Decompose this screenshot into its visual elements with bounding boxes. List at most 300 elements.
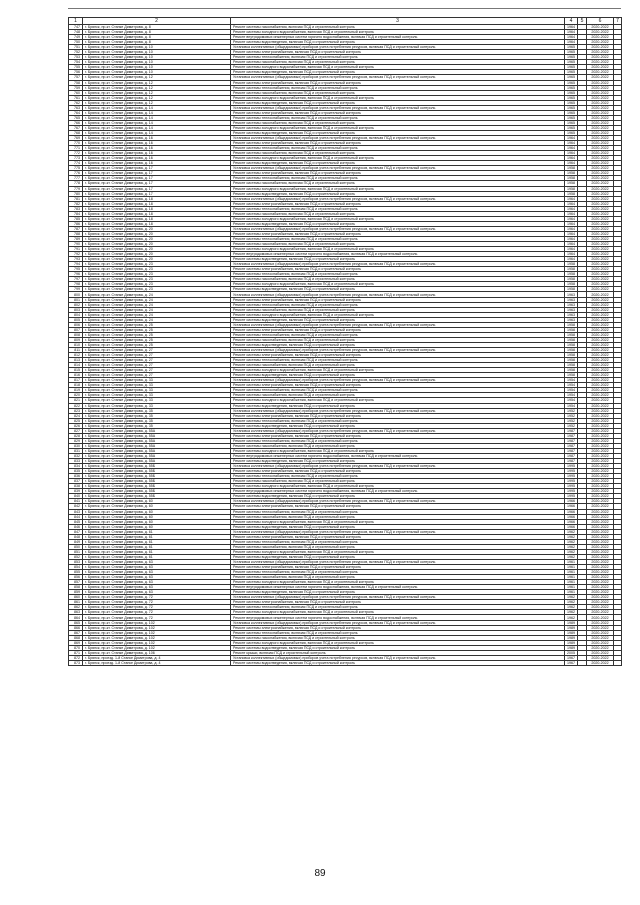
row-number: 783 (69, 206, 83, 211)
row-period: 2020-2022 (587, 171, 614, 176)
row-number: 773 (69, 156, 83, 161)
row-address: г. Брянск, пр-кт. Станке Димитрова, д. 14 (83, 120, 231, 125)
row-year: 1962 (565, 544, 578, 549)
row-period: 2020-2022 (587, 332, 614, 337)
row-year: 1958 (565, 267, 578, 272)
row-year: 1958 (565, 342, 578, 347)
row-number: 799 (69, 287, 83, 292)
row-address: г. Брянск, пр-кт. Станке Димитрова, д. 16 (83, 156, 231, 161)
row-number: 814 (69, 363, 83, 368)
row-period: 2020-2022 (587, 645, 614, 650)
row-year: 1989 (565, 625, 578, 630)
row-address: г. Брянск, пр-кт. Станке Димитрова, д. 60 (83, 524, 231, 529)
row-number: 841 (69, 499, 83, 504)
row-work-type: Ремонт системы теплоснабжения, включая ПСД и строительный контроль (231, 236, 565, 241)
row-year: 1962 (565, 595, 578, 600)
row-year: 1966 (565, 509, 578, 514)
row-address: г. Брянск, пр-кт. Станке Димитрова, д. 8 (83, 40, 231, 45)
row-year: 1958 (565, 327, 578, 332)
row-address: г. Брянск, пр-кт. Станке Димитрова, д. 18 (83, 196, 231, 201)
row-work-type: Ремонт системы электроснабжения, включая ПСД и строительный контроль (231, 80, 565, 85)
row-year: 1989 (565, 630, 578, 635)
row-col-5 (578, 660, 587, 665)
row-address: г. Брянск, пр-кт. Станке Димитрова, д. 20 (83, 231, 231, 236)
row-number: 804 (69, 312, 83, 317)
row-period: 2020-2022 (587, 640, 614, 645)
row-address: г. Брянск, пр-кт. Станке Димитрова, д. 8 (83, 25, 231, 30)
row-number: 769 (69, 136, 83, 141)
row-period: 2020-2022 (587, 595, 614, 600)
row-address: г. Брянск, пр-кт. Станке Димитрова, д. 35 (83, 418, 231, 423)
row-period: 2020-2022 (587, 282, 614, 287)
row-year: 1954 (565, 403, 578, 408)
row-year: 1964 (565, 136, 578, 141)
row-work-type: Ремонт системы газоснабжения, включая ПСД и строительный контроль (231, 635, 565, 640)
row-period: 2020-2022 (587, 221, 614, 226)
row-address: г. Брянск, пр-кт. Станке Димитрова, д. 63 (83, 590, 231, 595)
row-period: 2020-2022 (587, 166, 614, 171)
row-work-type: Установка коллективных (общедомовых) приборов учета потребления ресурсов, включая ПСД и строительный контроль (231, 620, 565, 625)
row-year: 1965 (565, 70, 578, 75)
row-number: 815 (69, 368, 83, 373)
row-number: 771 (69, 146, 83, 151)
row-period: 2020-2022 (587, 650, 614, 655)
row-number: 790 (69, 242, 83, 247)
row-number: 812 (69, 353, 83, 358)
row-address: г. Брянск, пр-кт. Станке Димитрова, д. 24 (83, 302, 231, 307)
row-period: 2020-2022 (587, 504, 614, 509)
row-period: 2020-2022 (587, 423, 614, 428)
row-work-type: Ремонт системы газоснабжения, включая ПСД и строительный контроль (231, 337, 565, 342)
row-address: г. Брянск, пр-кт. Станке Димитрова, д. 18 (83, 221, 231, 226)
row-address: г. Брянск, пр-кт. Станке Димитрова, д. 20 (83, 247, 231, 252)
row-address: г. Брянск, пр-кт. Станке Димитрова, д. 27 (83, 368, 231, 373)
row-number: 860 (69, 595, 83, 600)
row-number: 772 (69, 151, 83, 156)
row-address: г. Брянск, пр-кт. Станке Димитрова, д. 61 (83, 554, 231, 559)
row-work-type: Ремонт системы электроснабжения, включая ПСД и строительный контроль (231, 50, 565, 55)
column-header-5: 5 (578, 18, 587, 25)
row-year: 1965 (565, 55, 578, 60)
row-year: 1958 (565, 353, 578, 358)
row-address: г. Брянск, пр-кт. Станке Димитрова, д. 55А (83, 459, 231, 464)
row-period: 2020-2022 (587, 585, 614, 590)
row-period: 2020-2022 (587, 443, 614, 448)
row-year: 1963 (565, 302, 578, 307)
row-work-type: Установка коллективных (общедомовых) приборов учета потребления ресурсов, включая ПСД и строительный контроль (231, 262, 565, 267)
row-number: 780 (69, 191, 83, 196)
row-period: 2020-2022 (587, 191, 614, 196)
row-number: 753 (69, 55, 83, 60)
row-address: г. Брянск, пр-кт. Станке Димитрова, д. 20 (83, 226, 231, 231)
row-period: 2020-2022 (587, 433, 614, 438)
row-period: 2020-2022 (587, 277, 614, 282)
row-work-type: Ремонт системы водоотведения, включая ПСД и строительный контроль (231, 287, 565, 292)
row-number: 818 (69, 383, 83, 388)
row-address: г. Брянск, пр-кт. Станке Димитрова, д. 25 (83, 327, 231, 332)
row-address: г. Брянск, пр-кт. Станке Димитрова, д. 63 (83, 559, 231, 564)
row-year: 1963 (565, 317, 578, 322)
row-period: 2020-2022 (587, 327, 614, 332)
row-work-type: Ремонт системы газоснабжения, включая ПСД и строительный контроль (231, 242, 565, 247)
row-address: г. Брянск, пр-кт. Станке Димитрова, д. 8 (83, 30, 231, 35)
row-number: 779 (69, 186, 83, 191)
row-year: 1995 (565, 479, 578, 484)
row-year: 1958 (565, 287, 578, 292)
row-number: 822 (69, 403, 83, 408)
row-work-type: Ремонт системы холодного водоснабжения, включая ПСД и строительный контроль (231, 368, 565, 373)
row-period: 2020-2022 (587, 302, 614, 307)
row-year: 1965 (565, 100, 578, 105)
row-period: 2020-2022 (587, 353, 614, 358)
row-work-type: Ремонт системы водоотведения, включая ПСД и строительный контроль (231, 524, 565, 529)
row-period: 2020-2022 (587, 156, 614, 161)
row-work-type: Ремонт системы холодного водоснабжения, включая ПСД и строительный контроль (231, 549, 565, 554)
row-number: 816 (69, 373, 83, 378)
row-address: г. Брянск, пр-кт. Станке Димитрова, д. 16 (83, 151, 231, 156)
row-number: 829 (69, 438, 83, 443)
row-period: 2020-2022 (587, 211, 614, 216)
row-address: г. Брянск, пр-кт. Станке Димитрова, д. 20 (83, 257, 231, 262)
row-period: 2020-2022 (587, 95, 614, 100)
row-number: 764 (69, 110, 83, 115)
row-period: 2020-2022 (587, 115, 614, 120)
row-work-type: Установка коллективных (общедомовых) приборов учета потребления ресурсов, включая ПСД и строительный контроль (231, 348, 565, 353)
row-address: г. Брянск, пр-кт. Станке Димитрова, д. 16 (83, 146, 231, 151)
row-period: 2020-2022 (587, 413, 614, 418)
row-number: 806 (69, 322, 83, 327)
row-period: 2020-2022 (587, 90, 614, 95)
row-period: 2020-2022 (587, 529, 614, 534)
row-work-type: Ремонт системы газоснабжения, включая ПСД и строительный контроль (231, 277, 565, 282)
row-work-type: Установка коллективных (общедомовых) приборов учета потребления ресурсов, включая ПСД и строительный контроль (231, 464, 565, 469)
row-work-type: Ремонт системы электроснабжения, включая ПСД и строительный контроль (231, 171, 565, 176)
row-work-type: Установка коллективных (общедомовых) приборов учета потребления ресурсов, включая ПСД и строительный контроль (231, 595, 565, 600)
row-address: г. Брянск, пр-кт. Станке Димитрова, д. 23 (83, 287, 231, 292)
row-work-type: Ремонт системы водоотведения, включая ПСД и строительный контроль (231, 373, 565, 378)
row-work-type: Ремонт системы электроснабжения, включая ПСД и строительный контроль (231, 413, 565, 418)
row-period: 2020-2022 (587, 226, 614, 231)
row-work-type: Ремонт системы теплоснабжения, включая ПСД и строительный контроль (231, 605, 565, 610)
row-work-type: Ремонт системы холодного водоснабжения, включая ПСД и строительный контроль (231, 484, 565, 489)
row-number: 787 (69, 226, 83, 231)
row-number: 853 (69, 559, 83, 564)
row-year: 1952 (565, 423, 578, 428)
row-year: 1965 (565, 95, 578, 100)
row-year: 1958 (565, 322, 578, 327)
row-number: 809 (69, 337, 83, 342)
row-number: 758 (69, 80, 83, 85)
row-year: 1995 (565, 469, 578, 474)
top-rule (68, 8, 621, 9)
row-period: 2020-2022 (587, 393, 614, 398)
row-address: г. Брянск, пр-кт. Станке Димитрова, д. 61 (83, 549, 231, 554)
row-number: 767 (69, 125, 83, 130)
row-work-type: Ремонт системы теплоснабжения, включая ПСД и строительный контроль (231, 176, 565, 181)
row-number: 786 (69, 221, 83, 226)
row-period: 2020-2022 (587, 146, 614, 151)
row-year: 1967 (565, 660, 578, 665)
row-address: г. Брянск, пр-кт. Станке Димитрова, д. 12 (83, 90, 231, 95)
row-period: 2020-2022 (587, 297, 614, 302)
row-work-type: Ремонт системы водоотведения, включая ПСД и строительный контроль (231, 342, 565, 347)
row-work-type: Ремонт системы теплоснабжения, включая ПСД и строительный контроль (231, 55, 565, 60)
row-year: 1961 (565, 565, 578, 570)
row-address: г. Брянск, пр-кт. Станке Димитрова, д. 33 (83, 403, 231, 408)
row-address: г. Брянск, пр-кт. Станке Димитрова, д. 12 (83, 80, 231, 85)
row-number: 798 (69, 282, 83, 287)
row-work-type: Ремонт системы водоотведения, включая ПСД и строительный контроль (231, 494, 565, 499)
row-number: 846 (69, 524, 83, 529)
row-period: 2020-2022 (587, 655, 614, 660)
row-work-type: Ремонт системы газоснабжения, включая ПСД и строительный контроль (231, 181, 565, 186)
row-period: 2020-2022 (587, 100, 614, 105)
row-year: 1966 (565, 514, 578, 519)
row-work-type: Ремонт системы водоотведения, включая ПСД и строительный контроль (231, 100, 565, 105)
row-address: г. Брянск, пр-кт. Станке Димитрова, д. 33 (83, 398, 231, 403)
row-year: 1964 (565, 30, 578, 35)
row-year: 1958 (565, 282, 578, 287)
row-year: 1964 (565, 40, 578, 45)
row-year: 1965 (565, 90, 578, 95)
row-period: 2020-2022 (587, 257, 614, 262)
row-number: 855 (69, 570, 83, 575)
row-address: г. Брянск, пр-кт. Станке Димитрова, д. 102 (83, 620, 231, 625)
table-body (69, 25, 622, 666)
row-year: 1958 (565, 373, 578, 378)
row-number: 777 (69, 176, 83, 181)
row-year: 1964 (565, 146, 578, 151)
row-work-type: Ремонт системы теплоснабжения, включая ПСД и строительный контроль (231, 438, 565, 443)
row-work-type: Установка коллективных (общедомовых) приборов учета потребления ресурсов, включая ПСД и строительный контроль (231, 378, 565, 383)
row-period: 2020-2022 (587, 474, 614, 479)
row-work-type: Ремонт системы холодного водоснабжения, включая ПСД и строительный контроль (231, 125, 565, 130)
row-work-type: Ремонт системы газоснабжения, включая ПСД и строительный контроль (231, 443, 565, 448)
row-year: 1995 (565, 464, 578, 469)
column-header-6: 6 (587, 18, 614, 25)
row-address: г. Брянск, пр-кт. Станке Димитрова, д. 35 (83, 408, 231, 413)
row-number: 852 (69, 554, 83, 559)
row-year: 1967 (565, 655, 578, 660)
row-year: 1961 (565, 575, 578, 580)
row-number: 803 (69, 307, 83, 312)
row-address: г. Брянск, пр-кт. Станке Димитрова, д. 55А (83, 438, 231, 443)
row-number: 781 (69, 196, 83, 201)
row-year: 2005 (565, 650, 578, 655)
row-year: 1958 (565, 358, 578, 363)
row-address: г. Брянск, пр-кт. Станке Димитрова, д. 63 (83, 570, 231, 575)
row-year: 1965 (565, 50, 578, 55)
row-address: г. Брянск, пр-кт. Станке Димитрова, д. 33 (83, 378, 231, 383)
row-work-type: Ремонт системы холодного водоснабжения, включая ПСД и строительный контроль (231, 312, 565, 317)
row-number: 851 (69, 549, 83, 554)
row-number: 795 (69, 267, 83, 272)
row-year: 1964 (565, 226, 578, 231)
row-number: 838 (69, 484, 83, 489)
row-number: 865 (69, 620, 83, 625)
row-number: 868 (69, 635, 83, 640)
row-work-type: Ремонт системы холодного водоснабжения, включая ПСД и строительный контроль (231, 156, 565, 161)
row-address: г. Брянск, пр-кт. Станке Димитрова, д. 14 (83, 125, 231, 130)
row-period: 2020-2022 (587, 509, 614, 514)
row-address: г. Брянск, пр-кт. Станке Димитрова, д. 27 (83, 348, 231, 353)
row-number: 797 (69, 277, 83, 282)
row-work-type: Ремонт системы теплоснабжения, включая ПСД и строительный контроль (231, 206, 565, 211)
row-address: г. Брянск, пр-кт. Станке Димитрова, д. 14 (83, 115, 231, 120)
row-number: 817 (69, 378, 83, 383)
column-header-1: 1 (69, 18, 83, 25)
row-period: 2020-2022 (587, 130, 614, 135)
row-number: 871 (69, 650, 83, 655)
row-work-type: Ремонт системы водоотведения, включая ПСД и строительный контроль (231, 645, 565, 650)
row-number: 770 (69, 141, 83, 146)
row-number: 843 (69, 509, 83, 514)
row-number: 824 (69, 413, 83, 418)
row-year: 1965 (565, 120, 578, 125)
row-address: г. Брянск, пр-кт. Станке Димитрова, д. 61 (83, 544, 231, 549)
row-number: 854 (69, 565, 83, 570)
row-work-type: Ремонт системы холодного водоснабжения, включая ПСД и строительный контроль (231, 247, 565, 252)
row-address: г. Брянск, проезд. 1-й Станке Димитрова, д. 4 (83, 655, 231, 660)
row-address: г. Брянск, пр-кт. Станке Димитрова, д. 35 (83, 423, 231, 428)
row-period: 2020-2022 (587, 201, 614, 206)
row-period: 2020-2022 (587, 45, 614, 50)
row-number: 867 (69, 630, 83, 635)
row-period: 2020-2022 (587, 554, 614, 559)
row-year: 1963 (565, 312, 578, 317)
row-work-type: Ремонт системы холодного водоснабжения, включая ПСД и строительный контроль (231, 580, 565, 585)
row-year: 1995 (565, 484, 578, 489)
row-address: г. Брянск, пр-кт. Станке Димитрова, д. 55А (83, 443, 231, 448)
row-period: 2020-2022 (587, 373, 614, 378)
row-number: 788 (69, 231, 83, 236)
row-work-type: Ремонт системы газоснабжения, включая ПСД и строительный контроль (231, 514, 565, 519)
row-work-type: Ремонт системы теплоснабжения, включая ПСД и строительный контроль (231, 630, 565, 635)
row-number: 801 (69, 297, 83, 302)
row-period: 2020-2022 (587, 196, 614, 201)
row-work-type: Установка коллективных (общедомовых) приборов учета потребления ресурсов, включая ПСД и строительный контроль (231, 529, 565, 534)
row-period: 2020-2022 (587, 231, 614, 236)
row-number: 802 (69, 302, 83, 307)
row-year: 1987 (565, 443, 578, 448)
row-number: 768 (69, 130, 83, 135)
row-number: 863 (69, 610, 83, 615)
row-work-type: Ремонт системы холодного водоснабжения, включая ПСД и строительный контроль (231, 610, 565, 615)
row-number: 861 (69, 600, 83, 605)
row-period: 2020-2022 (587, 428, 614, 433)
row-number: 849 (69, 539, 83, 544)
row-year: 1952 (565, 418, 578, 423)
row-period: 2020-2022 (587, 559, 614, 564)
row-address: г. Брянск, пр-кт. Станке Димитрова, д. 33 (83, 388, 231, 393)
row-address: г. Брянск, пр-кт. Станке Димитрова, д. 10 (83, 60, 231, 65)
row-number: 785 (69, 216, 83, 221)
row-year: 1958 (565, 191, 578, 196)
row-address: г. Брянск, пр-кт. Станке Димитрова, д. 14 (83, 130, 231, 135)
row-address: г. Брянск, пр-кт. Станке Димитрова, д. 33 (83, 383, 231, 388)
row-number: 800 (69, 292, 83, 297)
row-year: 1989 (565, 635, 578, 640)
row-work-type: Ремонт внутридомовых инженерных систем горячего водоснабжения, включая ПСД и строительный контроль (231, 35, 565, 40)
row-period: 2020-2022 (587, 570, 614, 575)
row-number: 756 (69, 70, 83, 75)
row-address: г. Брянск, пр-кт. Станке Димитрова, д. 24 (83, 297, 231, 302)
row-address: г. Брянск, пр-кт. Станке Димитрова, д. 14 (83, 110, 231, 115)
row-year: 1963 (565, 292, 578, 297)
row-work-type: Ремонт системы электроснабжения, включая ПСД и строительный контроль (231, 469, 565, 474)
row-work-type: Установка коллективных (общедомовых) приборов учета потребления ресурсов, включая ПСД и строительный контроль (231, 292, 565, 297)
row-address: г. Брянск, пр-кт. Станке Димитрова, д. 24 (83, 307, 231, 312)
row-period: 2020-2022 (587, 136, 614, 141)
row-work-type: Ремонт системы газоснабжения, включая ПСД и строительный контроль (231, 393, 565, 398)
row-address: г. Брянск, пр-кт. Станке Димитрова, д. 24 (83, 312, 231, 317)
row-year: 1964 (565, 236, 578, 241)
row-address: г. Брянск, проезд. 1-й Станке Димитрова, д. 4 (83, 660, 231, 665)
row-number: 848 (69, 534, 83, 539)
row-address: г. Брянск, пр-кт. Станке Димитрова, д. 60 (83, 509, 231, 514)
row-work-type: Ремонт системы теплоснабжения, включая ПСД и строительный контроль (231, 418, 565, 423)
row-period: 2020-2022 (587, 363, 614, 368)
row-period: 2020-2022 (587, 403, 614, 408)
row-address: г. Брянск, пр-кт. Станке Димитрова, д. 20 (83, 252, 231, 257)
row-address: г. Брянск, пр-кт. Станке Димитрова, д. 25 (83, 342, 231, 347)
row-period: 2020-2022 (587, 620, 614, 625)
row-number: 794 (69, 262, 83, 267)
row-period: 2020-2022 (587, 206, 614, 211)
row-work-type: Ремонт системы теплоснабжения, включая ПСД и строительный контроль (231, 146, 565, 151)
row-period: 2020-2022 (587, 236, 614, 241)
row-period: 2020-2022 (587, 615, 614, 620)
row-period: 2020-2022 (587, 605, 614, 610)
row-year: 1989 (565, 640, 578, 645)
row-address: г. Брянск, пр-кт. Станке Димитрова, д. 60 (83, 499, 231, 504)
row-number: 862 (69, 605, 83, 610)
row-year: 1958 (565, 171, 578, 176)
row-work-type: Ремонт системы водоотведения, включая ПСД и строительный контроль (231, 191, 565, 196)
row-number: 792 (69, 252, 83, 257)
row-work-type: Ремонт системы газоснабжения, включая ПСД и строительный контроль (231, 479, 565, 484)
row-year: 1995 (565, 474, 578, 479)
row-number: 782 (69, 201, 83, 206)
capital-repair-table (68, 17, 622, 666)
row-work-type: Ремонт системы водоотведения, включая ПСД и строительный контроль (231, 459, 565, 464)
row-period: 2020-2022 (587, 348, 614, 353)
row-year: 1962 (565, 610, 578, 615)
row-year: 1961 (565, 559, 578, 564)
row-address: г. Брянск, пр-кт. Станке Димитрова, д. 8 (83, 35, 231, 40)
row-year: 1958 (565, 262, 578, 267)
row-work-type: Установка коллективных (общедомовых) приборов учета потребления ресурсов, включая ПСД и строительный контроль (231, 136, 565, 141)
row-year: 1962 (565, 554, 578, 559)
row-year: 1961 (565, 585, 578, 590)
row-year: 1987 (565, 428, 578, 433)
row-year: 1964 (565, 151, 578, 156)
row-period: 2020-2022 (587, 660, 614, 665)
row-year: 1958 (565, 272, 578, 277)
row-work-type: Ремонт системы газоснабжения, включая ПСД и строительный контроль (231, 575, 565, 580)
row-work-type: Ремонт системы газоснабжения, включая ПСД и строительный контроль (231, 120, 565, 125)
row-work-type: Ремонт системы теплоснабжения, включая ПСД и строительный контроль (231, 539, 565, 544)
row-year: 1958 (565, 348, 578, 353)
row-work-type: Ремонт системы водоотведения, включая ПСД и строительный контроль (231, 161, 565, 166)
row-address: г. Брянск, пр-кт. Станке Димитрова, д. 16 (83, 136, 231, 141)
row-period: 2020-2022 (587, 388, 614, 393)
row-number: 870 (69, 645, 83, 650)
row-number: 856 (69, 575, 83, 580)
row-work-type: Ремонт системы водоотведения, включая ПСД и строительный контроль (231, 40, 565, 45)
row-period: 2020-2022 (587, 489, 614, 494)
row-address: г. Брянск, пр-кт. Станке Димитрова, д. 102 (83, 635, 231, 640)
